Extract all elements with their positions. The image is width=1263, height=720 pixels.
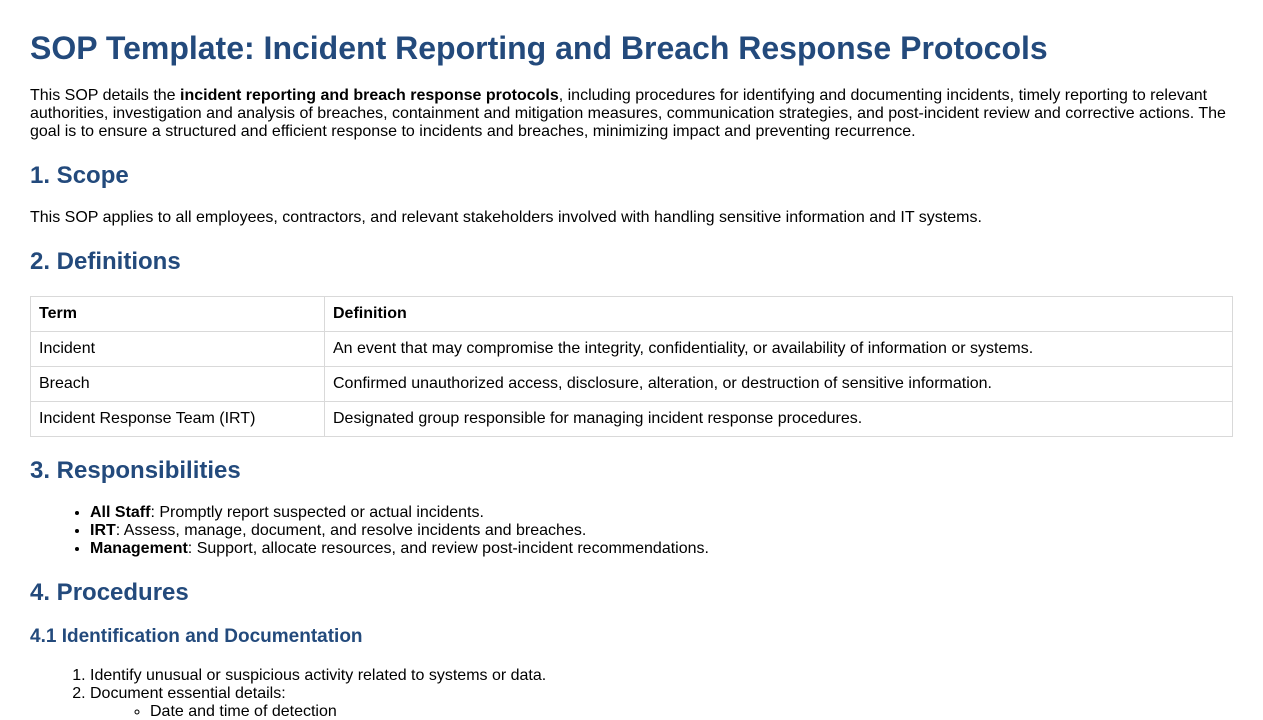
list-item	[90, 667, 546, 685]
intro-prefix: This SOP details the	[30, 87, 180, 104]
section-heading-scope: 1. Scope	[30, 162, 129, 189]
list-item	[90, 522, 709, 540]
definition-cell: An event that may compromise the integrity, confidentiality, or availability of information or systems.	[325, 332, 1233, 367]
column-header-term: Term	[31, 297, 325, 332]
role-name: IRT	[90, 522, 116, 539]
intro-bold-phrase: incident reporting and breach response protocols	[180, 87, 559, 104]
list-item	[90, 685, 546, 720]
section-heading-responsibilities: 3. Responsibilities	[30, 457, 241, 484]
definition-cell: Designated group responsible for managing incident response procedures.	[325, 402, 1233, 437]
details-sublist	[90, 703, 546, 720]
responsibilities-list	[30, 504, 709, 558]
column-header-definition: Definition	[325, 297, 1233, 332]
step-text: Identify unusual or suspicious activity related to systems or data.	[90, 667, 547, 684]
role-description: : Support, allocate resources, and review post-incident recommendations.	[187, 540, 709, 557]
term-cell: Breach	[31, 367, 325, 402]
table-row	[31, 402, 1233, 437]
section-heading-definitions: 2. Definitions	[30, 248, 181, 275]
table-header-row	[31, 297, 1233, 332]
section-heading-procedures: 4. Procedures	[30, 579, 189, 606]
scope-text: This SOP applies to all employees, contractors, and relevant stakeholders involved with handling sensitive information and IT systems.	[30, 209, 982, 226]
role-name: All Staff	[90, 504, 151, 521]
step-text: Document essential details:	[90, 685, 286, 702]
role-description: : Promptly report suspected or actual incidents.	[150, 504, 484, 521]
definitions-table	[30, 296, 1233, 437]
list-item	[90, 504, 709, 522]
table-row	[31, 332, 1233, 367]
list-item	[90, 540, 709, 558]
role-name: Management	[90, 540, 188, 557]
subsection-heading-identification: 4.1 Identification and Documentation	[30, 626, 363, 647]
term-cell: Incident Response Team (IRT)	[31, 402, 325, 437]
page-title: SOP Template: Incident Reporting and Breach Response Protocols	[30, 30, 1048, 66]
procedure-steps-list	[30, 667, 546, 720]
intro-suffix: , including procedures for identifying and documenting incidents, timely reporting to relevant authorities, investigation and analysis of breaches, containment and mitigation measures, communication strategies, and post-incident review and corrective actions. The goal is to ensure a structured and efficient response to incidents and breaches, minimizing impact and preventing recurrence.	[30, 87, 1226, 140]
role-description: : Assess, manage, document, and resolve incidents and breaches.	[115, 522, 587, 539]
table-row	[31, 367, 1233, 402]
list-item: ◦ Date and time of detection	[150, 703, 546, 720]
definition-cell: Confirmed unauthorized access, disclosure, alteration, or destruction of sensitive information.	[325, 367, 1233, 402]
intro-paragraph	[30, 87, 1233, 141]
term-cell: Incident	[31, 332, 325, 367]
